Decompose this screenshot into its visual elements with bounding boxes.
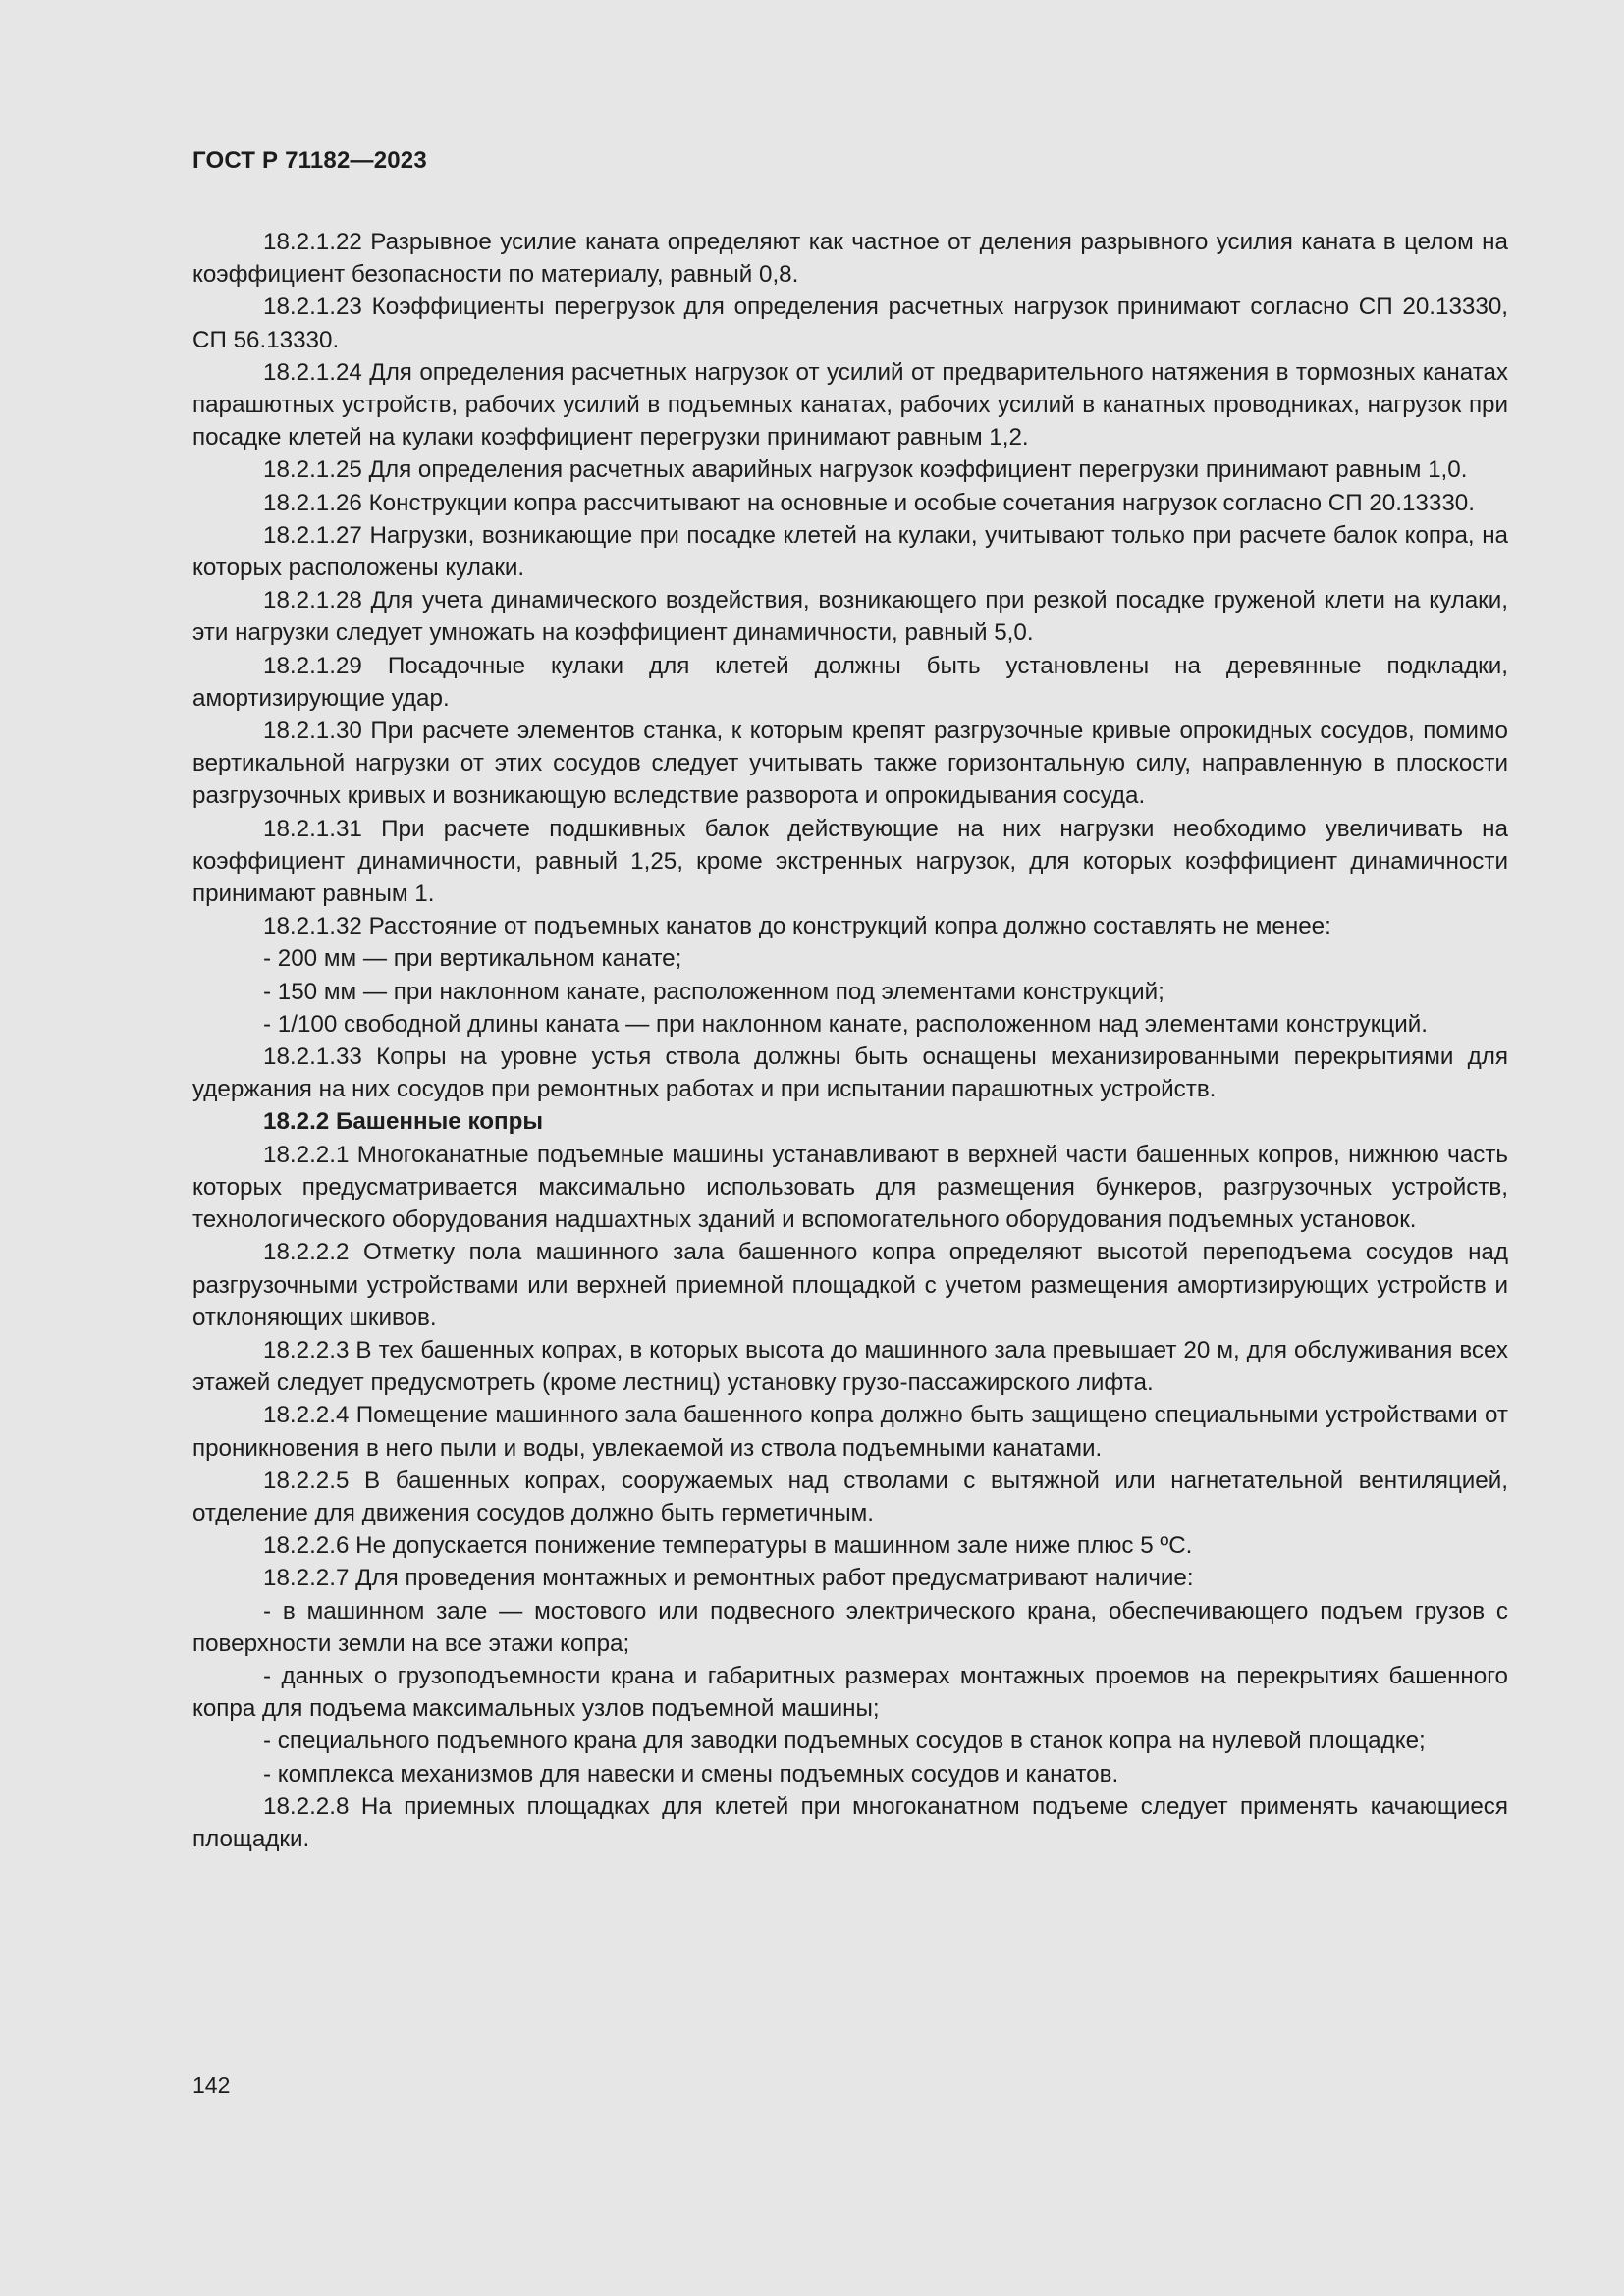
document-header: ГОСТ Р 71182—2023: [192, 147, 427, 174]
paragraph: - 1/100 свободной длины каната — при наклонном канате, расположенном над элементами конструкций.: [263, 1010, 1428, 1038]
paragraph: - 150 мм — при наклонном канате, расположенном под элементами конструкций;: [263, 978, 1164, 1005]
paragraph: - комплекса механизмов для навески и смены подъемных сосудов и канатов.: [263, 1760, 1119, 1788]
section-heading: 18.2.2 Башенные копры: [263, 1108, 544, 1136]
document-body: [192, 226, 1508, 1855]
paragraph: 18.2.2.6 Не допускается понижение температуры в машинном зале ниже плюс 5 ºС.: [263, 1532, 1193, 1560]
paragraph: - данных о грузоподъемности крана и габаритных размерах монтажных проемов на перекрытиях башенного копра для подъема максимальных узлов подъемной машины;: [192, 1662, 1508, 1723]
paragraph: 18.2.1.24 Для определения расчетных нагрузок от усилий от предварительного натяжения в тормозных канатах парашютных устройств, рабочих усилий в подъемных канатах, рабочих усилий в канатных проводниках, нагрузок при посадке клетей на кулаки коэффициент перегрузки принимают равным 1,2.: [192, 358, 1508, 452]
paragraph: 18.2.1.28 Для учета динамического воздействия, возникающего при резкой посадке груженой клети на кулаки, эти нагрузки следует умножать на коэффициент динамичности, равный 5,0.: [192, 587, 1508, 647]
page-number: 142: [192, 2072, 231, 2098]
paragraph: 18.2.1.23 Коэффициенты перегрузок для определения расчетных нагрузок принимают согласно СП 20.13330, СП 56.13330.: [192, 294, 1508, 353]
paragraph: 18.2.2.7 Для проведения монтажных и ремонтных работ предусматривают наличие:: [263, 1565, 1194, 1592]
paragraph: 18.2.1.33 Копры на уровне устья ствола должны быть оснащены механизированными перекрытиями для удержания на них сосудов при ремонтных работах и при испытании парашютных устройств.: [192, 1043, 1508, 1103]
paragraph: - специального подъемного крана для заводки подъемных сосудов в станок копра на нулевой площадке;: [263, 1728, 1426, 1755]
paragraph: 18.2.1.27 Нагрузки, возникающие при посадке клетей на кулаки, учитывают только при расчете балок копра, на которых расположены кулаки.: [192, 521, 1508, 582]
paragraph: 18.2.1.30 При расчете элементов станка, к которым крепят разгрузочные кривые опрокидных сосудов, помимо вертикальной нагрузки от этих сосудов следует учитывать также горизонтальную силу, направленную в плоскости разгрузочных кривых и возникающую вследствие разворота и опрокидывания сосуда.: [192, 718, 1508, 810]
paragraph: - в машинном зале — мостового или подвесного электрического крана, обеспечивающего подъем грузов с поверхности земли на все этажи копра;: [192, 1597, 1508, 1657]
paragraph: 18.2.1.31 При расчете подшкивных балок действующие на них нагрузки необходимо увеличивать на коэффициент динамичности, равный 1,25, кроме экстренных нагрузок, для которых коэффициент динамичности принимают равным 1.: [192, 815, 1508, 908]
paragraph: 18.2.1.29 Посадочные кулаки для клетей должны быть установлены на деревянные подкладки, амортизирующие удар.: [192, 652, 1508, 712]
paragraph: 18.2.1.32 Расстояние от подъемных канатов до конструкций копра должно составлять не менее:: [263, 913, 1331, 940]
paragraph: 18.2.1.25 Для определения расчетных аварийных нагрузок коэффициент перегрузки принимают равным 1,0.: [263, 456, 1468, 484]
paragraph: 18.2.1.22 Разрывное усилие каната определяют как частное от деления разрывного усилия каната в целом на коэффициент безопасности по материалу, равный 0,8.: [192, 229, 1508, 289]
paragraph: 18.2.2.4 Помещение машинного зала башенного копра должно быть защищено специальными устройствами от проникновения в него пыли и воды, увлекаемой из ствола подъемными канатами.: [192, 1402, 1508, 1462]
paragraph: 18.2.1.26 Конструкции копра рассчитывают на основные и особые сочетания нагрузок согласно СП 20.13330.: [263, 489, 1475, 516]
paragraph: 18.2.2.8 На приемных площадках для клетей при многоканатном подъеме следует применять качающиеся площадки.: [192, 1792, 1508, 1852]
paragraph: 18.2.2.5 В башенных копрах, сооружаемых над стволами с вытяжной или нагнетательной вентиляцией, отделение для движения сосудов должно быть герметичным.: [192, 1467, 1508, 1526]
paragraph: - 200 мм — при вертикальном канате;: [263, 945, 682, 973]
paragraph: 18.2.2.3 В тех башенных копрах, в которых высота до машинного зала превышает 20 м, для обслуживания всех этажей следует предусмотреть (кроме лестниц) установку грузо-пассажирского лифта.: [192, 1336, 1508, 1397]
paragraph: 18.2.2.2 Отметку пола машинного зала башенного копра определяют высотой переподъема сосудов над разгрузочными устройствами или верхней приемной площадкой с учетом размещения амортизирующих устройств и отклоняющих шкивов.: [192, 1239, 1508, 1331]
paragraph: 18.2.2.1 Многоканатные подъемные машины устанавливают в верхней части башенных копров, нижнюю часть которых предусматривается максимально использовать для размещения бункеров, разгрузочных устройств, технологического оборудования надшахтных зданий и вспомогательного оборудования подъемных установок.: [192, 1141, 1508, 1234]
